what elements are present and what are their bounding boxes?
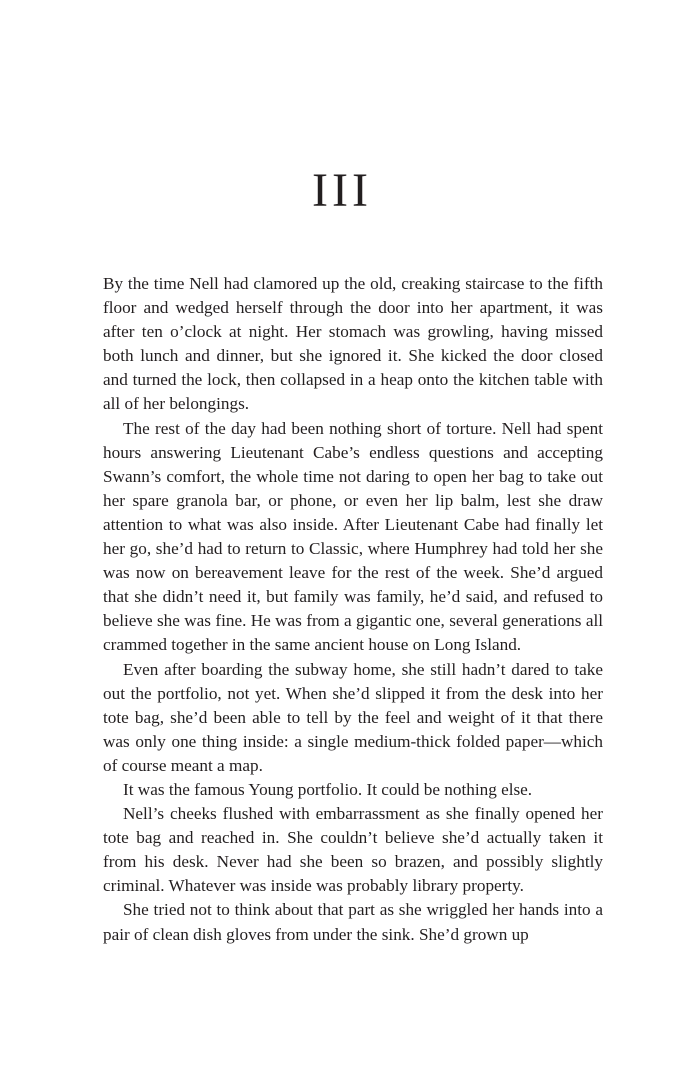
paragraph: It was the famous Young portfolio. It could be nothing else. — [123, 779, 533, 799]
paragraph: She tried not to think about that part as she wriggled her hands into a pair of clean dish gloves from under the sink. She’d grown up — [103, 900, 603, 944]
chapter-body — [103, 272, 603, 947]
paragraph: Nell’s cheeks flushed with embarrassment as she finally opened her tote bag and reached in. She couldn’t believe she’d actually taken it from his desk. Never had she been so brazen, and possibly slightly criminal. Whatever was inside was probably library property. — [103, 804, 603, 896]
paragraph: The rest of the day had been nothing short of torture. Nell had spent hours answering Lieutenant Cabe’s endless questions and accepting Swann’s comfort, the whole time not daring to open her bag to take out her spare granola bar, or phone, or even her lip balm, lest she draw attention to what was also inside. After Lieutenant Cabe had finally let her go, she’d had to return to Classic, where Humphrey had told her she was now on bereavement leave for the rest of the week. She’d argued that she didn’t need it, but family was family, he’d said, and refused to believe she was fine. He was from a gigantic one, several generations all crammed together in the same ancient house on Long Island. — [103, 418, 603, 655]
paragraph: Even after boarding the subway home, she still hadn’t dared to take out the portfolio, not yet. When she’d slipped it from the desk into her tote bag, she’d been able to tell by the feel and weight of it that there was only one thing inside: a single medium-thick folded paper—which of course meant a map. — [103, 659, 603, 775]
chapter-heading: III — [312, 164, 372, 217]
paragraph: By the time Nell had clamored up the old, creaking staircase to the fifth floor and wedged herself through the door into her apartment, it was after ten o’clock at night. Her stomach was growling, having missed both lunch and dinner, but she ignored it. She kicked the door closed and turned the lock, then collapsed in a heap onto the kitchen table with all of her belongings. — [103, 274, 603, 414]
